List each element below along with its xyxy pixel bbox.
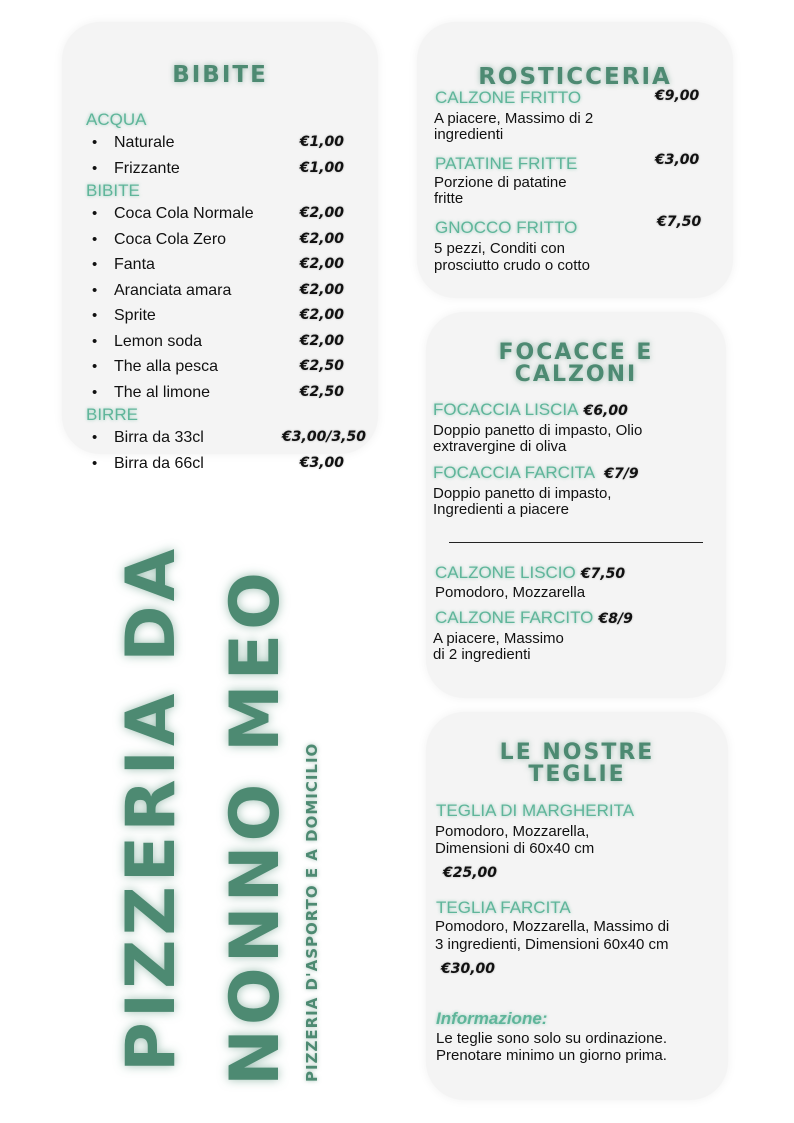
menu-item-desc: Pomodoro, Mozzarella [435,584,586,601]
menu-item-desc: Doppio panetto di impasto, Olio [433,422,643,439]
drink-item [86,252,376,278]
drink-item-price: €3,00/3,50 [282,429,366,445]
drink-item-label: The al limone [114,383,211,401]
drink-item-label: Sprite [114,307,156,324]
info-title: Informazione: [436,1009,548,1028]
drink-item-label: Birra da 66cl [114,454,204,472]
drink-item-price: €3,00 [299,454,344,471]
drink-item [86,380,376,406]
menu-item-desc: 5 pezzi, Conditi con [434,240,565,257]
menu-item-name: TEGLIA DI MARGHERITA [436,801,635,820]
drink-item [86,303,376,329]
menu-item-header [435,563,625,583]
focacce-title-line2: CALZONI [514,362,638,387]
menu-item-desc: Pomodoro, Mozzarella, Massimo di [435,918,670,935]
menu-item-price: €7,50 [580,566,626,582]
menu-item-price: €8/9 [598,611,633,627]
drink-category-heading: BIRRE [86,405,138,424]
menu-item-name: FOCACCIA FARCITA [433,463,596,482]
rosticceria-section [417,22,733,298]
drink-item [86,451,376,477]
drink-item [86,130,376,156]
drink-item-price: €2,50 [299,383,344,400]
focacce-title-line1: FOCACCE E [498,340,654,365]
teglie-title-line2: TEGLIE [528,762,626,787]
menu-item-desc: extravergine di oliva [433,438,567,455]
drink-item-price: €2,00 [299,307,344,323]
info-text: Le teglie sono solo su ordinazione. [436,1030,667,1047]
menu-item-header [433,463,639,483]
drink-item [86,156,376,182]
menu-item-name: FOCACCIA LISCIA [433,400,579,419]
drink-item-label: Frizzante [114,159,180,177]
menu-item-desc: di 2 ingredienti [433,646,531,663]
menu-item-price: €3,00 [655,152,700,168]
drink-item-price: €2,00 [299,332,344,349]
drink-item-price: €2,50 [299,358,344,374]
menu-item-price: €9,00 [655,88,700,104]
menu-item-desc: prosciutto crudo o cotto [434,257,590,274]
menu-item-name: PATATINE FRITTE [435,154,578,173]
menu-item-desc: ingredienti [434,126,504,143]
drink-category-heading: ACQUA [86,110,147,129]
brand-subtitle: PIZZERIA D'ASPORTO E A DOMICILIO [303,742,321,1082]
menu-item-name: CALZONE FRITTO [435,88,582,107]
drink-item [86,278,376,304]
rosticceria-title: ROSTICCERIA [478,64,672,90]
menu-item-name: CALZONE FARCITO [435,608,594,627]
bibite-list [86,110,376,476]
menu-item-desc: Doppio panetto di impasto, [433,485,612,502]
menu-item-name: TEGLIA FARCITA [436,898,571,917]
drink-item-price: €1,00 [299,134,344,150]
menu-item-desc: Ingredienti a piacere [433,501,569,518]
drink-item-label: Coca Cola Normale [114,205,254,222]
drink-item-label: Aranciata amara [114,281,232,299]
menu-item-desc: Pomodoro, Mozzarella, [435,823,590,840]
drink-item-label: Coca Cola Zero [114,230,227,248]
menu-item-name: CALZONE LISCIO [435,563,576,582]
menu-item-name: GNOCCO FRITTO [435,218,578,237]
drink-category-heading: BIBITE [86,181,140,200]
menu-item-desc: A piacere, Massimo di 2 [434,110,594,127]
menu-item-desc: A piacere, Massimo [433,630,564,647]
drink-item [86,329,376,355]
drink-item-price: €2,00 [299,205,344,221]
drink-item-label: Fanta [114,256,155,273]
bibite-title: BIBITE [172,62,268,88]
menu-item-price: €30,00 [441,961,496,977]
teglie-title-line1: LE NOSTRE [499,740,655,765]
focacce-calzoni-section [426,312,726,698]
menu-item-price: €6,00 [583,403,628,419]
drink-item-label: Birra da 33cl [114,429,204,446]
menu-item-header [435,608,633,628]
focacce-title [426,342,726,386]
teglie-title [426,742,728,786]
menu-item-desc: Dimensioni di 60x40 cm [435,840,595,857]
info-text: Prenotare minimo un giorno prima. [436,1047,667,1064]
menu-item-desc: Porzione di patatine [434,174,567,191]
menu-item-price: €7/9 [604,466,639,482]
drink-item [86,227,376,253]
menu-item-price: €25,00 [443,865,498,881]
drink-item-price: €2,00 [299,281,344,298]
drink-item [86,201,376,227]
brand-title-line2: NONNO MEO [216,568,295,1086]
menu-item-desc: 3 ingredienti, Dimensioni 60x40 cm [435,936,669,953]
drink-item-price: €1,00 [299,159,344,176]
menu-item-price: €7,50 [657,214,702,230]
drink-item-price: €2,00 [299,256,344,272]
drink-item-label: Lemon soda [114,332,203,350]
drink-item [86,425,376,451]
drink-item-label: The alla pesca [114,358,219,375]
drink-item-label: Naturale [114,134,175,151]
teglie-section [426,712,728,1100]
menu-item-desc: fritte [434,190,464,207]
menu-item-header [433,400,628,420]
brand-title-line1: PIZZERIA DA [112,544,191,1072]
drink-item-price: €2,00 [299,230,344,247]
bibite-section [62,22,378,472]
section-divider [449,542,703,543]
drink-item [86,354,376,380]
